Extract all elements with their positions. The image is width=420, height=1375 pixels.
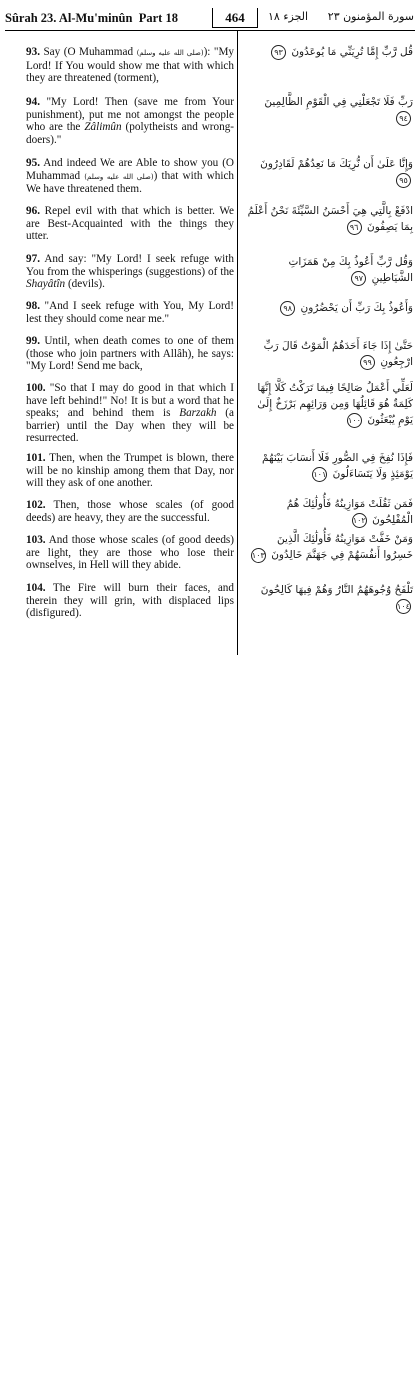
verse-97-arabic: وَقُل رَّبِّ أَعُوذُ بِكَ مِنْ هَمَزَاتِ الشَّيَاطِينِ ٩٧ — [288, 256, 413, 284]
verse-101-translation: 101. Then, when the Trumpet is blown, there will be no kinship among them that Day, nor will they ask of one another. — [26, 452, 234, 490]
verse-100-arabic: لَعَلِّي أَعْمَلُ صَالِحًا فِيمَا تَرَكْتُ كَلَّا إِنَّهَا كَلِمَةٌ هُوَ قَائِلُهَا وَمِن وَرَائِهِم بَرْزَخٌ إِلَىٰ يَوْمِ يُبْعَثُونَ ١٠٠ — [257, 382, 413, 426]
verse-101-arabic: فَإِذَا نُفِخَ فِي الصُّورِ فَلَا أَنسَابَ بَيْنَهُمْ يَوْمَئِذٍ وَلَا يَتَسَاءَلُونَ ١٠١ — [262, 452, 413, 480]
verse-number: 95. — [26, 157, 40, 169]
page-number: 464 — [212, 8, 258, 28]
verse-94-arabic: رَبِّ فَلَا تَجْعَلْنِي فِي الْقَوْمِ الظَّالِمِينَ ٩٤ — [245, 94, 413, 126]
verse-99-translation: 99. Until, when death comes to one of them (those who join partners with Allâh), he says: "My Lord! Send me back, — [26, 335, 234, 373]
honorific: (صلى الله عليه وسلم) — [136, 49, 204, 57]
verse-99-arabic: حَتَّىٰ إِذَا جَاءَ أَحَدَهُمُ الْمَوْتُ قَالَ رَبِّ ارْجِعُونِ ٩٩ — [263, 340, 413, 368]
verse-93-arabic: قُل رَّبِّ إِمَّا تُرِيَنِّي مَا يُوعَدُونَ ٩٣ — [245, 44, 413, 60]
ayah-marker: ٩٨ — [280, 301, 295, 316]
verse-number: 97. — [26, 253, 40, 265]
ayah-marker: ١٠٢ — [352, 513, 367, 528]
verse-number: 102. — [26, 499, 46, 511]
ayah-marker: ٩٧ — [351, 271, 366, 286]
verse-103-arabic: وَمَنْ خَفَّتْ مَوَازِينُهُ فَأُولَٰئِكَ الَّذِينَ خَسِرُوا أَنفُسَهُمْ فِي جَهَنَّمَ خَالِدُونَ ١٠٣ — [251, 533, 413, 561]
verse-number: 94. — [26, 96, 40, 108]
ayah-marker: ٩٩ — [360, 355, 375, 370]
honorific: (صلى الله عليه وسلم) — [84, 172, 154, 181]
verse-96-arabic: ادْفَعْ بِالَّتِي هِيَ أَحْسَنُ السَّيِّئَةَ نَحْنُ أَعْلَمُ بِمَا يَصِفُونَ ٩٦ — [247, 205, 413, 233]
ayah-marker: ١٠٠ — [347, 413, 362, 428]
verse-number: 93. — [26, 46, 40, 58]
juz-arabic: الجزء ١٨ — [268, 10, 309, 23]
verse-number: 100. — [26, 382, 46, 394]
verse-98-arabic: وَأَعُوذُ بِكَ رَبِّ أَن يَحْضُرُونِ ٩٨ — [245, 300, 413, 316]
verse-number: 103. — [26, 534, 46, 546]
verse-94-translation: 94. "My Lord! Then (save me from Your punishment), put me not amongst the people who are the Zâlimûn (polytheists and wrong-doers)." — [26, 96, 235, 146]
verse-102-arabic: فَمَن ثَقُلَتْ مَوَازِينُهُ فَأُولَٰئِكَ هُمُ الْمُفْلِحُونَ ١٠٢ — [286, 498, 413, 526]
verse-97-translation: 97. And say: "My Lord! I seek refuge with You from the whisperings (suggestions) of the Shayâtîn (devils). — [26, 253, 234, 291]
ayah-marker: ٩٤ — [396, 111, 411, 126]
header-rule — [5, 30, 415, 31]
page-header — [0, 0, 420, 40]
ayah-marker: ١٠٣ — [251, 548, 266, 563]
verse-102-translation: 102. Then, those whose scales (of good deeds) are heavy, they are the successful. — [26, 499, 234, 524]
ayah-marker: ١٠١ — [312, 467, 327, 482]
surah-title: Sûrah 23. Al-Mu'minûn — [5, 11, 133, 25]
verse-number: 101. — [26, 452, 46, 464]
ayah-marker: ٩٣ — [271, 45, 286, 60]
column-divider — [237, 30, 238, 655]
part-label: Part 18 — [138, 11, 178, 25]
verse-100-translation: 100. "So that I may do good in that which I have left behind!" No! It is but a word that he speaks; and behind them is Barzakh (a barrier) until the Day when they will be resurrected. — [26, 382, 234, 445]
verse-number: 99. — [26, 335, 40, 347]
verse-104-arabic: تَلْفَحُ وُجُوهَهُمُ النَّارُ وَهُمْ فِيهَا كَالِحُونَ ١٠٤ — [245, 582, 413, 614]
ayah-marker: ٩٦ — [347, 220, 362, 235]
verse-number: 96. — [26, 205, 40, 217]
verse-98-translation: 98. "And I seek refuge with You, My Lord! lest they should come near me." — [26, 300, 234, 325]
ayah-marker: ٩٥ — [396, 173, 411, 188]
ayah-marker: ١٠٤ — [396, 599, 411, 614]
verse-104-translation: 104. The Fire will burn their faces, and therein they will grin, with displaced lips (disfigured). — [26, 582, 234, 620]
surah-part-heading — [5, 11, 178, 26]
verse-number: 98. — [26, 300, 40, 312]
verse-93-translation: 93. Say (O Muhammad (صلى الله عليه وسلم)): "My Lord! If You would show me that with which they are threatened (torment), — [26, 46, 234, 85]
verse-103-translation: 103. And those whose scales (of good deeds) are light, they are those who lose their ownselves, in Hell will they abide. — [26, 534, 234, 572]
surah-arabic: سورة المؤمنون ٢٣ — [327, 10, 414, 23]
verse-number: 104. — [26, 582, 46, 594]
verse-95-translation: 95. And indeed We are Able to show you (O Muhammad (صلى الله عليه وسلم)) that with which We have threatened them. — [26, 157, 234, 196]
verse-96-translation: 96. Repel evil with that which is better. We are Best-Acquainted with the things they utter. — [26, 205, 234, 243]
verse-95-arabic: وَإِنَّا عَلَىٰ أَن نُّرِيَكَ مَا نَعِدُهُمْ لَقَادِرُونَ ٩٥ — [245, 156, 413, 188]
